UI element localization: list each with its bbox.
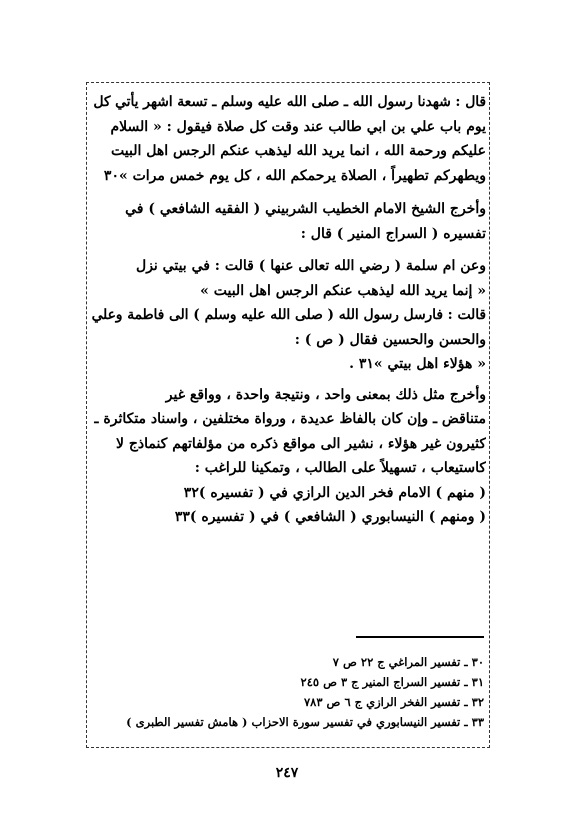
text-line: قالت : فارسل رسول الله ( صلى الله عليه وسلم ) الى فاطمة وعلي xyxy=(92,307,486,323)
main-text xyxy=(92,90,486,530)
text-line: ويطهركم تطهيراً ، الصلاة يرحمكم الله ، كل يوم خمس مرات »٣٠ xyxy=(103,167,486,184)
paragraph-3 xyxy=(92,254,486,377)
text-line: ( منهم ) الامام فخر الدين الرازي في ( تفسيره )٣٢ xyxy=(183,484,486,501)
text-line: « هؤلاء اهل بيتي »٣١ . xyxy=(349,356,486,372)
paragraph-1 xyxy=(92,90,486,188)
text-line: كثيرون غير هؤلاء ، نشير الى مواقع ذكره من مؤلفاتهم كنماذج لا xyxy=(115,435,486,452)
text-line: كاستيعاب ، تسهيلاً على الطالب ، وتمكينا للراغب : xyxy=(194,460,486,476)
text-line: يوم باب علي بن ابي طالب عند وقت كل صلاة فيقول : « السلام xyxy=(110,118,486,135)
footnote: ٣٢ ـ تفسير الفخر الرازي ج ٦ ص ٧٨٣ xyxy=(304,695,484,709)
footnote-separator xyxy=(356,636,484,638)
footnote: ٣٠ ـ تفسير المراغي ج ٢٢ ص ٧ xyxy=(332,655,484,669)
text-line: قال : شهدنا رسول الله ـ صلى الله عليه وسلم ـ تسعة اشهر يأتي كل xyxy=(93,94,486,110)
footnote: ٣٣ ـ تفسير النيسابوري في تفسير سورة الاحزاب ( هامش تفسير الطبرى ) xyxy=(126,715,484,729)
text-line: والحسن والحسين فقال ( ص ) : xyxy=(294,331,486,348)
text-line: وأخرج مثل ذلك بمعنى واحد ، ونتيجة واحدة ، وواقع غير xyxy=(165,386,486,403)
page-number: ٢٤٧ xyxy=(275,765,299,781)
text-line: متناقض ـ وإن كان بالفاظ عديدة ، ورواة مختلفين ، واسناد متكاثرة ـ xyxy=(94,411,486,427)
text-line: تفسيره ( السراج المنير ) قال : xyxy=(300,225,486,242)
text-line: ( ومنهم ) النيسابوري ( الشافعي ) في ( تفسيره )٣٣ xyxy=(174,509,486,525)
footnote: ٣١ ـ تفسير السراج المنير ج ٣ ص ٢٤٥ xyxy=(300,675,484,689)
text-line: عليكم ورحمة الله ، انما يريد الله ليذهب عنكم الرجس اهل البيت xyxy=(111,143,486,159)
paragraph-2 xyxy=(92,197,486,246)
text-line: وأخرج الشيخ الامام الخطيب الشربيني ( الفقيه الشافعي ) في xyxy=(125,201,486,217)
text-line: وعن ام سلمة ( رضي الله تعالى عنها ) قالت : في بيتي نزل xyxy=(136,258,486,274)
paragraph-4 xyxy=(92,383,486,530)
footnotes xyxy=(96,652,484,732)
text-line: « إنما يريد الله ليذهب عنكم الرجس اهل البيت » xyxy=(200,282,486,299)
